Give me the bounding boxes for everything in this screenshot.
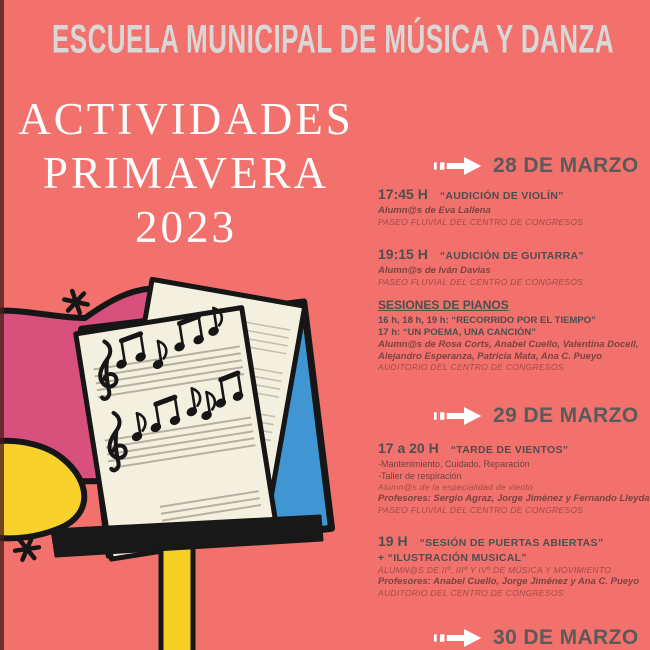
event-venue: AUDITORIO DEL CENTRO DE CONGRESOS — [378, 587, 564, 598]
event-puertas-abiertas — [378, 533, 646, 599]
right-arrow-icon — [434, 156, 482, 176]
hero-line-1: ACTIVIDADES — [18, 94, 354, 144]
event-activity-item: -Taller de respiración — [378, 470, 462, 481]
event-title: “SESIÓN DE PUERTAS ABIERTAS” — [419, 537, 604, 549]
event-teachers: Profesores: Sergio Agraz, Jorge Jiménez y Fernando Lleyda — [378, 493, 650, 504]
event-time-title — [378, 186, 646, 202]
event-time-title — [378, 246, 646, 262]
event-time: 19 H — [378, 533, 408, 549]
date-row-28-marzo — [434, 154, 639, 178]
date-row-30-marzo — [434, 626, 639, 650]
event-time: 17 a 20 H — [378, 440, 439, 456]
event-time-title — [378, 440, 646, 456]
right-arrow-icon — [434, 406, 482, 426]
event-heading: SESIONES DE PIANOS — [378, 298, 509, 312]
date-row-29-marzo — [434, 404, 639, 428]
event-title: “TARDE DE VIENTOS” — [450, 444, 569, 456]
event-tarde-vientos — [378, 440, 650, 516]
date-label: 29 DE MARZO — [493, 404, 639, 427]
event-venue: PASEO FLUVIAL DEL CENTRO DE CONGRESOS — [378, 276, 584, 287]
event-venue: PASEO FLUVIAL DEL CENTRO DE CONGRESOS — [378, 216, 584, 227]
event-subtitle: + “ILUSTRACIÓN MUSICAL” — [378, 552, 527, 564]
date-label: 28 DE MARZO — [493, 154, 639, 177]
event-teachers: Profesores: Anabel Cuello, Jorge Jiménez y Ana C. Pueyo — [378, 576, 640, 587]
event-activity-item: -Mantenimiento, Cuidado, Reparación — [378, 459, 530, 469]
event-time: 19:15 H — [378, 246, 428, 262]
event-time: 17:45 H — [378, 186, 428, 202]
stand-pole — [161, 542, 193, 650]
event-schedule-line: 16 h, 18 h, 19 h: “RECORRIDO POR EL TIEMPO” — [378, 315, 596, 326]
event-time-title — [378, 533, 646, 549]
event-students: Alejandro Esperanza, Patricia Mata, Ana C. Pueyo — [378, 350, 603, 362]
event-title: “AUDICIÓN DE GUITARRA” — [439, 250, 584, 262]
music-stand-illustration — [0, 270, 345, 650]
event-audicion-guitarra — [378, 246, 646, 288]
sparkle-icon — [62, 290, 90, 315]
hero-line-3: 2023 — [135, 202, 237, 252]
hero-title — [6, 92, 366, 254]
event-students: Alumn@s de Eva Lallena — [378, 205, 491, 216]
event-sesiones-pianos — [378, 298, 646, 373]
hero-line-2: PRIMAVERA — [42, 148, 330, 198]
event-venue: PASEO FLUVIAL DEL CENTRO DE CONGRESOS — [378, 504, 584, 515]
event-venue: AUDITORIO DEL CENTRO DE CONGRESOS — [378, 362, 564, 372]
right-arrow-icon — [434, 628, 482, 648]
left-edge-strip — [0, 0, 4, 650]
event-audicion-violin — [378, 186, 646, 228]
event-students: Alumn@s de la especialidad de viento — [378, 482, 534, 492]
event-title: “AUDICIÓN DE VIOLÍN” — [439, 190, 564, 202]
date-label: 30 DE MARZO — [493, 626, 639, 649]
event-students: Alumn@s de Rosa Corts, Anabel Cuello, Valentina Docell, — [378, 339, 639, 350]
event-students: Alumn@s de Iván Davias — [378, 265, 491, 276]
school-header-title: ESCUELA MUNICIPAL DE MÚSICA Y DANZA — [52, 16, 615, 62]
event-schedule-line: 17 h: “UN POEMA, UNA CANCIÓN” — [378, 327, 536, 338]
event-students: ALUMN@S DE IIº, IIIº Y IVº DE MÚSICA Y MOVIMIENTO — [378, 565, 612, 575]
sparkle-icon — [14, 537, 41, 560]
